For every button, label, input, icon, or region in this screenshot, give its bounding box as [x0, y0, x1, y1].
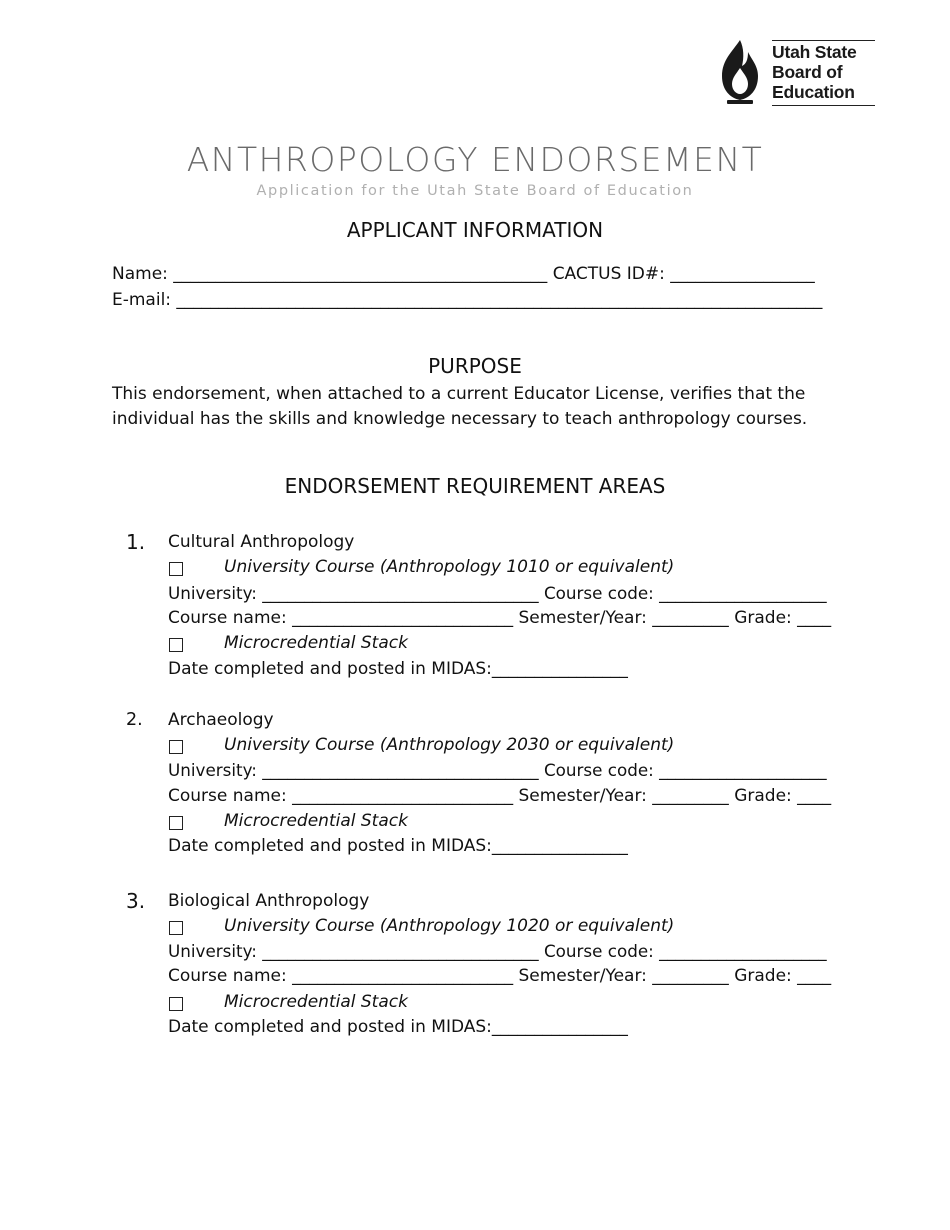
logo-line-3: Education [772, 82, 855, 102]
applicant-heading: APPLICANT INFORMATION [346, 218, 604, 242]
document-title: ANTHROPOLOGY ENDORSEMENT [186, 140, 764, 179]
requirements-heading: ENDORSEMENT REQUIREMENT AREAS [284, 474, 666, 498]
logo-line-1: Utah State [772, 42, 857, 62]
course-option-label: University Course (Anthropology 1010 or equivalent) [224, 557, 675, 577]
name-cactus-field[interactable]: Name: ____________________________________________ CACTUS ID#: _________________ [112, 264, 815, 284]
logo-wordmark [772, 42, 857, 102]
item-title: Archaeology [168, 710, 274, 730]
university-course-code-field[interactable]: University: _________________________________ Course code: ____________________ [168, 941, 827, 961]
logo-rule-top [772, 40, 875, 41]
item-title: Biological Anthropology [168, 891, 370, 911]
course-option-label: University Course (Anthropology 2030 or equivalent) [224, 735, 675, 755]
course-checkbox[interactable] [169, 921, 183, 935]
microcredential-checkbox[interactable] [169, 638, 183, 652]
purpose-text-line-1: This endorsement, when attached to a current Educator License, verifies that the [112, 384, 806, 404]
midas-date-field[interactable]: Date completed and posted in MIDAS:________________ [168, 659, 628, 679]
midas-date-field[interactable]: Date completed and posted in MIDAS:________________ [168, 1017, 628, 1037]
course-name-semester-grade-field[interactable]: Course name: __________________________ Semester/Year: _________ Grade: ____ [168, 608, 832, 628]
purpose-heading: PURPOSE [428, 354, 522, 378]
university-course-code-field[interactable]: University: _________________________________ Course code: ____________________ [168, 760, 827, 780]
midas-date-field[interactable]: Date completed and posted in MIDAS:________________ [168, 836, 628, 856]
purpose-text-line-2: individual has the skills and knowledge necessary to teach anthropology courses. [112, 409, 808, 429]
logo-line-2: Board of [772, 62, 843, 82]
university-course-code-field[interactable]: University: _________________________________ Course code: ____________________ [168, 583, 827, 603]
microcredential-option-label: Microcredential Stack [224, 633, 408, 653]
course-option-label: University Course (Anthropology 1020 or equivalent) [224, 916, 675, 936]
email-field[interactable]: E-mail: ____________________________________________________________________________ [112, 290, 823, 310]
course-name-semester-grade-field[interactable]: Course name: __________________________ Semester/Year: _________ Grade: ____ [168, 966, 832, 986]
microcredential-option-label: Microcredential Stack [224, 811, 408, 831]
document-subtitle: Application for the Utah State Board of Education [256, 183, 694, 199]
microcredential-option-label: Microcredential Stack [224, 992, 408, 1012]
microcredential-checkbox[interactable] [169, 816, 183, 830]
microcredential-checkbox[interactable] [169, 997, 183, 1011]
logo-rule-bottom [772, 105, 875, 106]
course-name-semester-grade-field[interactable]: Course name: __________________________ Semester/Year: _________ Grade: ____ [168, 786, 832, 806]
item-number: 1. [126, 530, 146, 554]
course-checkbox[interactable] [169, 562, 183, 576]
item-number: 2. [126, 710, 143, 730]
course-checkbox[interactable] [169, 740, 183, 754]
item-number: 3. [126, 889, 146, 913]
item-title: Cultural Anthropology [168, 532, 355, 552]
